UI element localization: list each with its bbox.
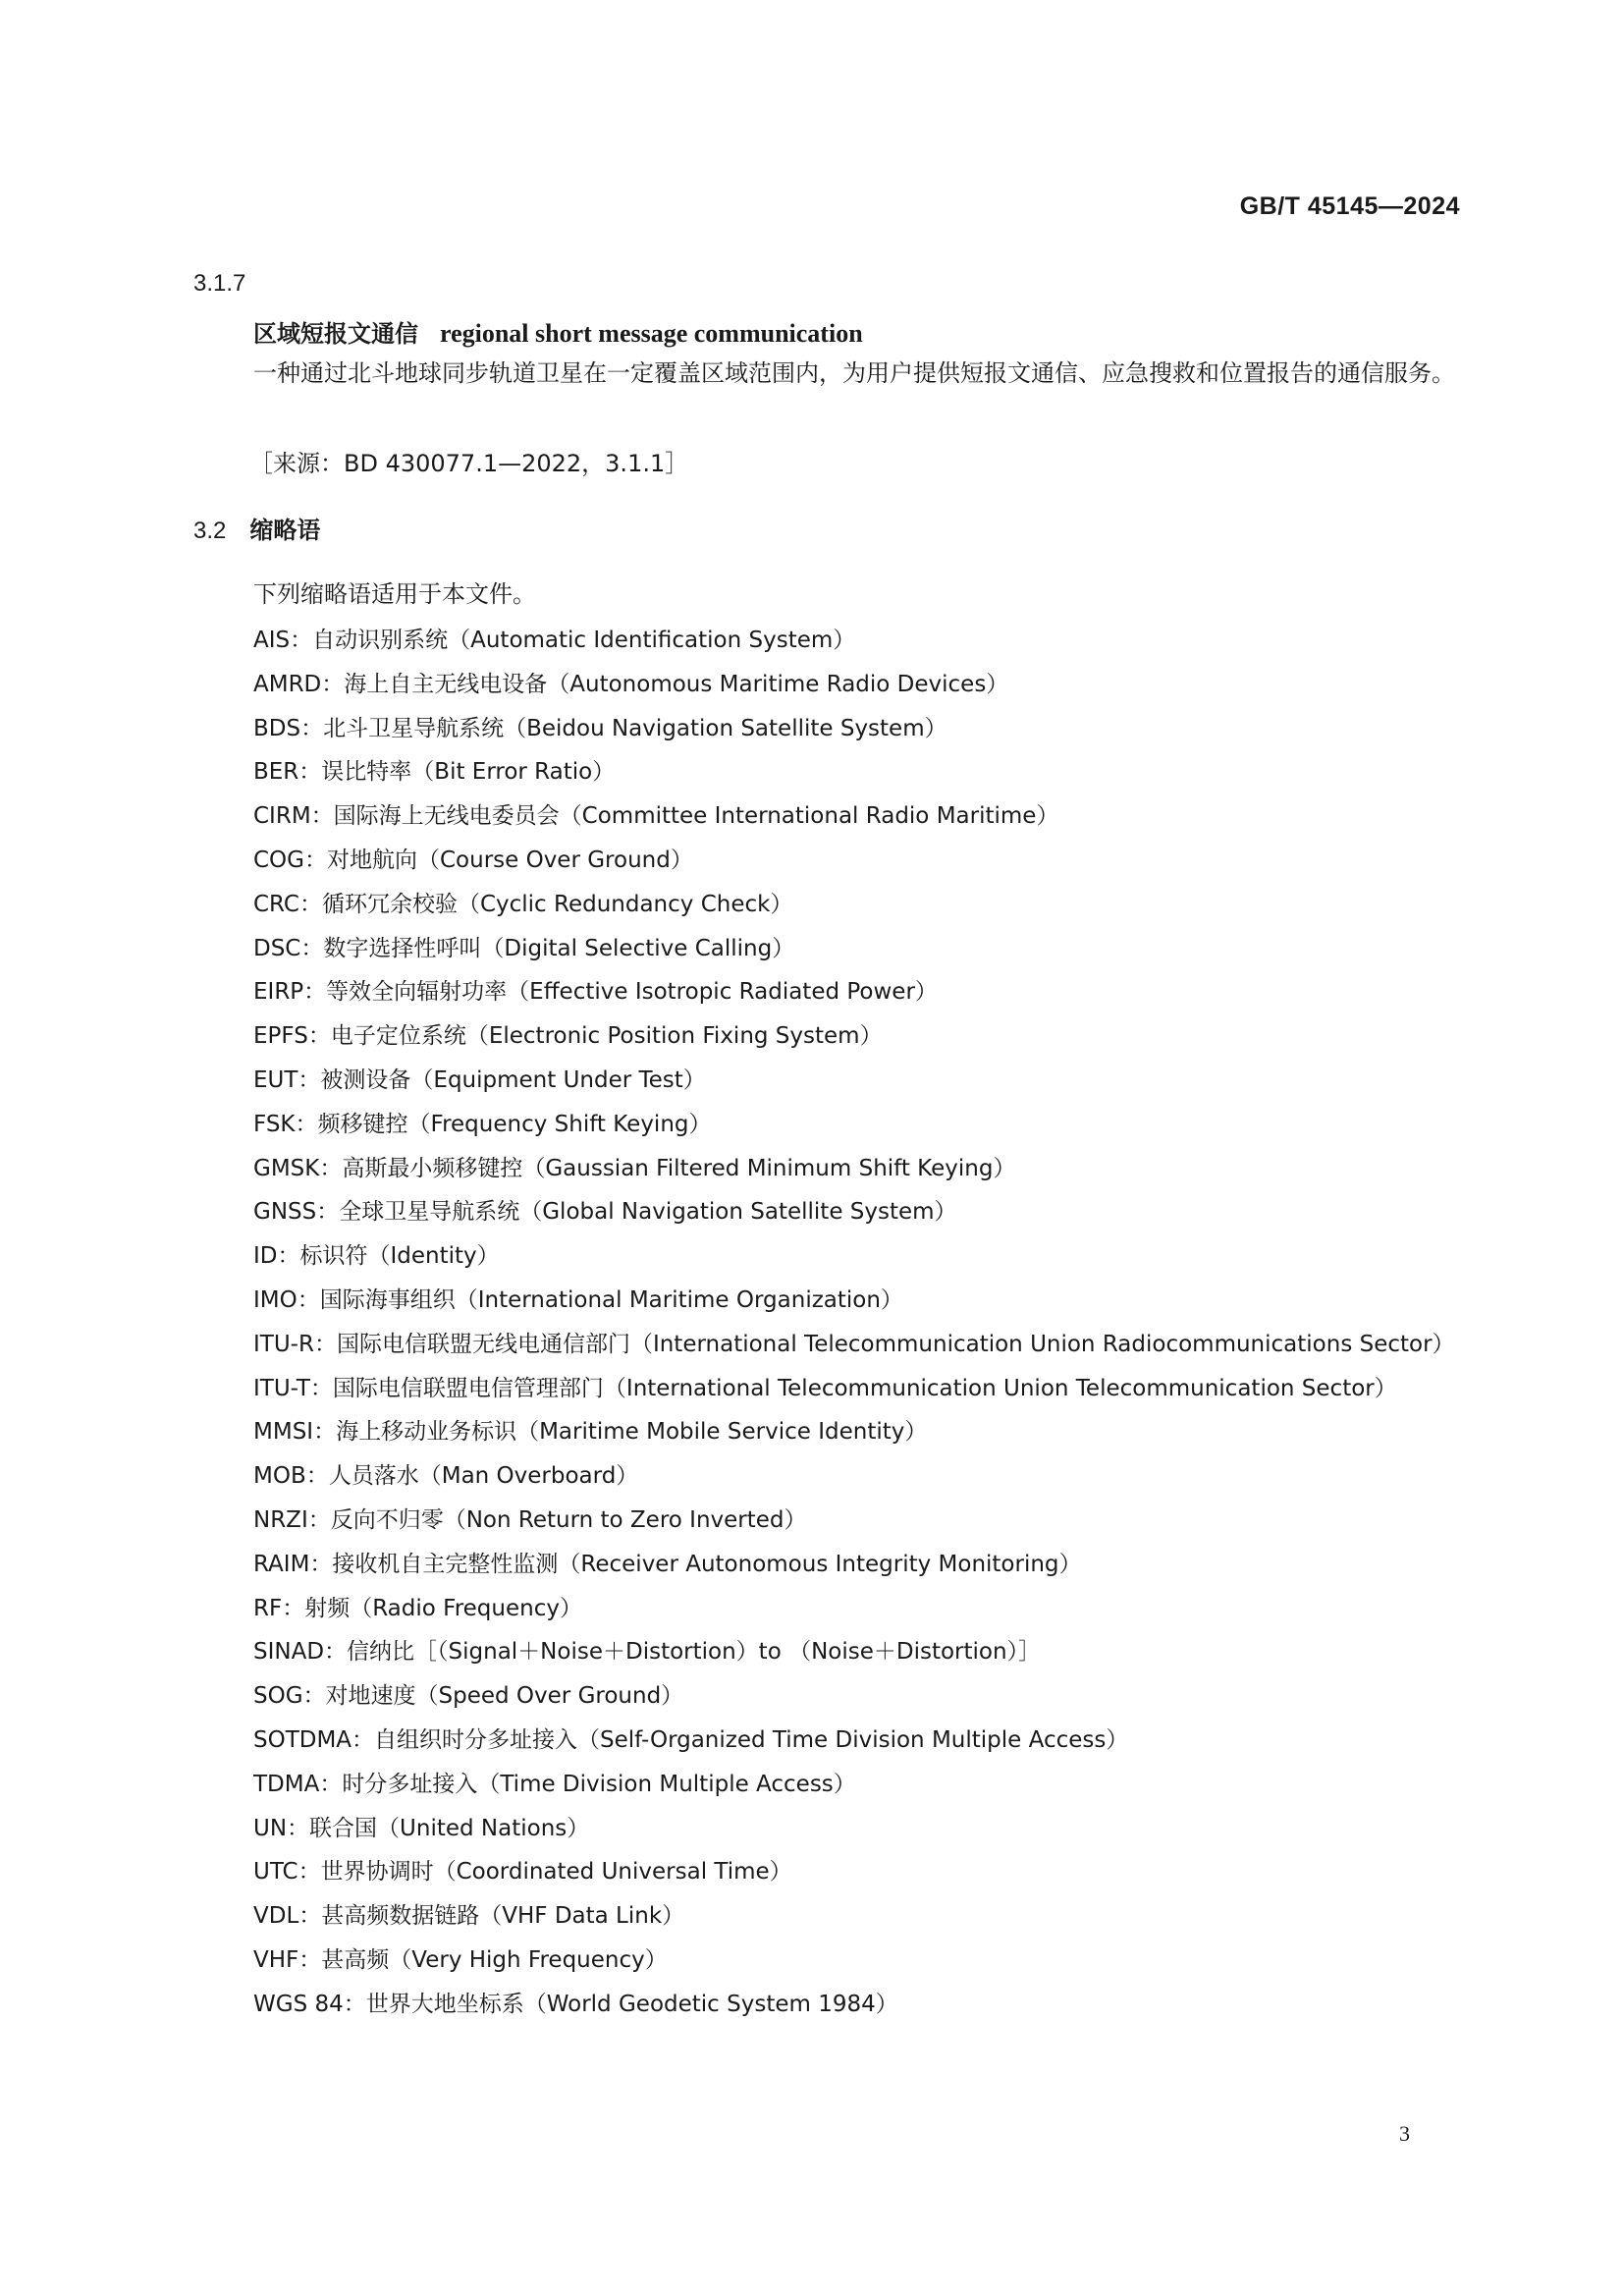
section-number: 3.2 bbox=[193, 518, 227, 544]
list-item: VHF：甚高频（Very High Frequency） bbox=[253, 1946, 668, 1973]
list-item: NRZI：反向不归零（Non Return to Zero Inverted） bbox=[253, 1506, 807, 1533]
list-item: EPFS：电子定位系统（Electronic Position Fixing System） bbox=[253, 1023, 883, 1050]
clause-number: 3.1.7 bbox=[193, 270, 246, 297]
list-item: UTC：世界协调时（Coordinated Universal Time） bbox=[253, 1859, 792, 1886]
list-item: FSK：频移键控（Frequency Shift Keying） bbox=[253, 1111, 712, 1137]
section-title: 缩略语 bbox=[249, 517, 321, 544]
list-item: AMRD：海上自主无线电设备（Autonomous Maritime Radio Devices） bbox=[253, 671, 1009, 697]
list-item: RAIM：接收机自主完整性监测（Receiver Autonomous Integrity Monitoring） bbox=[253, 1551, 1082, 1577]
section-heading bbox=[193, 511, 320, 545]
list-item: MOB：人员落水（Man Overboard） bbox=[253, 1463, 639, 1490]
list-item: SOTDMA：自组织时分多址接入（Self-Organized Time Division Multiple Access） bbox=[253, 1726, 1129, 1753]
term-heading bbox=[253, 314, 863, 349]
list-item: ITU-T：国际电信联盟电信管理部门（International Telecommunication Union Telecommunication Sector） bbox=[253, 1375, 1397, 1401]
list-item: RF：射频（Radio Frequency） bbox=[253, 1595, 582, 1621]
list-item: GMSK：高斯最小频移键控（Gaussian Filtered Minimum Shift Keying） bbox=[253, 1155, 1016, 1181]
term-definition: 一种通过北斗地球同步轨道卫星在一定覆盖区域范围内，为用户提供短报文通信、应急搜救和位置报告的通信服务。 bbox=[253, 359, 1455, 387]
section-intro: 下列缩略语适用于本文件。 bbox=[253, 580, 536, 608]
term-english: regional short message communication bbox=[440, 319, 863, 348]
list-item: EUT：被测设备（Equipment Under Test） bbox=[253, 1066, 706, 1093]
list-item: DSC：数字选择性呼叫（Digital Selective Calling） bbox=[253, 935, 795, 961]
list-item: COG：对地航向（Course Over Ground） bbox=[253, 847, 693, 873]
list-item: ID：标识符（Identity） bbox=[253, 1243, 500, 1270]
list-item: BDS：北斗卫星导航系统（Beidou Navigation Satellite System） bbox=[253, 715, 947, 741]
list-item: CRC：循环冗余校验（Cyclic Redundancy Check） bbox=[253, 891, 793, 917]
list-item: SOG：对地速度（Speed Over Ground） bbox=[253, 1683, 684, 1710]
term-source: ［来源：BD 430077.1—2022，3.1.1］ bbox=[249, 450, 689, 477]
list-item: VDL：甚高频数据链路（VHF Data Link） bbox=[253, 1903, 685, 1930]
term-chinese: 区域短报文通信 bbox=[253, 320, 418, 348]
list-item: EIRP：等效全向辐射功率（Effective Isotropic Radiated Power） bbox=[253, 979, 938, 1006]
list-item: CIRM：国际海上无线电委员会（Committee International Radio Maritime） bbox=[253, 803, 1059, 830]
document-code: GB/T 45145—2024 bbox=[1239, 192, 1460, 220]
list-item: ITU-R：国际电信联盟无线电通信部门（International Telecommunication Union Radiocommunications Sector） bbox=[253, 1331, 1455, 1357]
list-item: AIS：自动识别系统（Automatic Identification System） bbox=[253, 628, 856, 653]
list-item: GNSS：全球卫星导航系统（Global Navigation Satellite System） bbox=[253, 1199, 957, 1226]
list-item: TDMA：时分多址接入（Time Division Multiple Access） bbox=[253, 1771, 856, 1797]
abbreviation-list bbox=[193, 619, 1460, 2027]
list-item: IMO：国际海事组织（International Maritime Organization） bbox=[253, 1286, 903, 1313]
list-item: SINAD：信纳比［（Signal＋Noise＋Distortion）to （Noise＋Distortion）］ bbox=[253, 1639, 1042, 1666]
list-item: UN：联合国（United Nations） bbox=[253, 1815, 590, 1841]
list-item: BER：误比特率（Bit Error Ratio） bbox=[253, 759, 616, 786]
list-item: WGS 84：世界大地坐标系（World Geodetic System 1984） bbox=[253, 1991, 898, 2017]
page-number: 3 bbox=[1399, 2121, 1410, 2146]
list-item: MMSI：海上移动业务标识（Maritime Mobile Service Identity） bbox=[253, 1419, 928, 1446]
